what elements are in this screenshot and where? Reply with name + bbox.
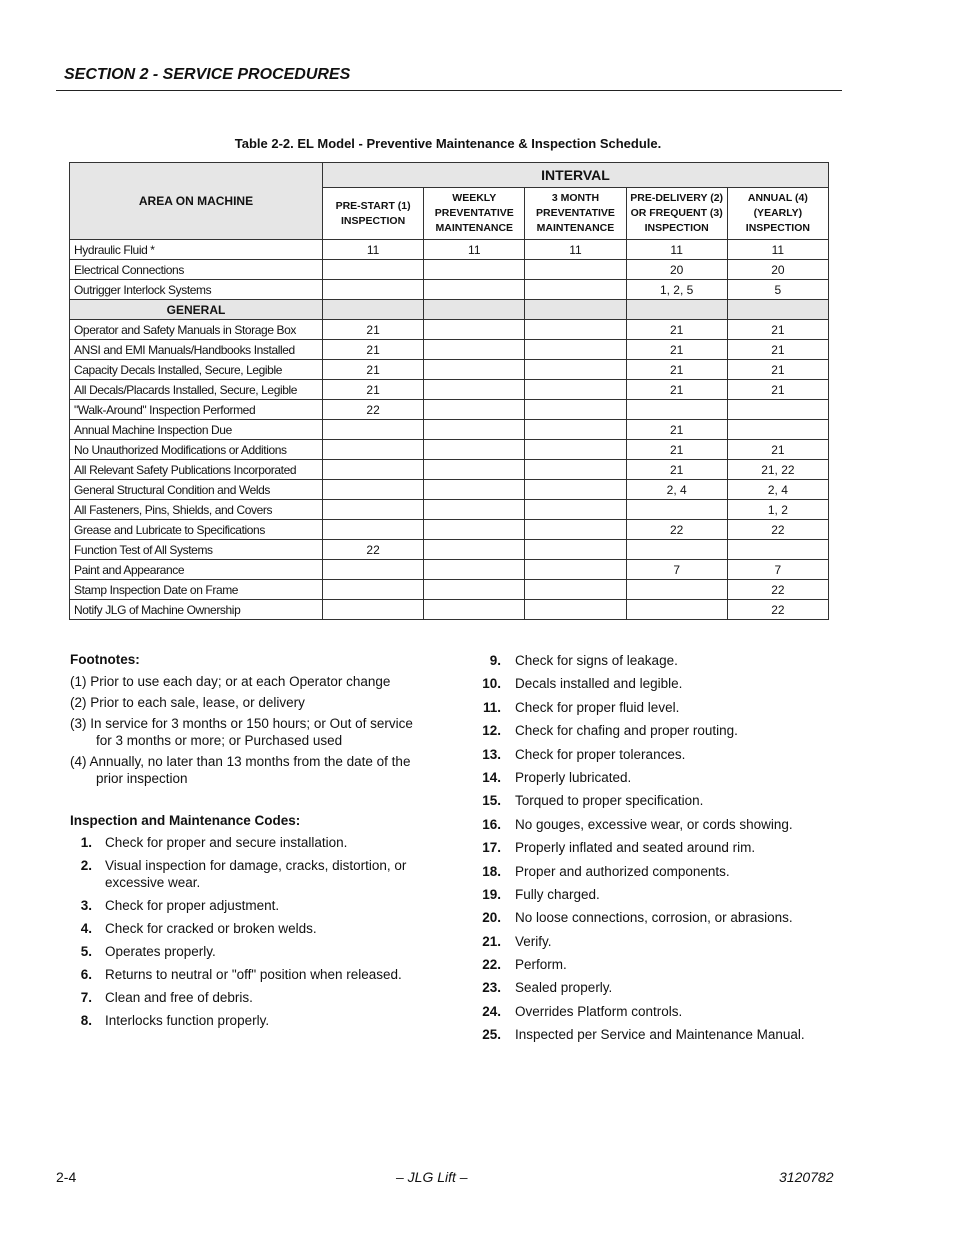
row-value: 20 xyxy=(727,260,828,280)
code-text: Returns to neutral or "off" position when released. xyxy=(105,967,402,982)
footnote-line: (1) Prior to use each day; or at each Operator change xyxy=(70,674,391,689)
row-value xyxy=(424,440,525,460)
code-text: Sealed properly. xyxy=(515,980,613,996)
code-item xyxy=(70,1012,434,1029)
row-label: All Relevant Safety Publications Incorporated xyxy=(70,460,323,480)
row-value: 21 xyxy=(626,460,727,480)
column-header-line: WEEKLY xyxy=(452,192,497,205)
row-value xyxy=(323,300,424,320)
code-number: 18. xyxy=(482,863,501,879)
row-value: 21 xyxy=(626,380,727,400)
code-text: Overrides Platform controls. xyxy=(515,1003,683,1019)
row-value: 21 xyxy=(323,340,424,360)
row-value xyxy=(323,420,424,440)
code-number: 2. xyxy=(80,858,92,873)
code-item xyxy=(481,699,831,716)
code-number: 19. xyxy=(482,886,501,902)
row-label: Grease and Lubricate to Specifications xyxy=(70,520,323,540)
row-value xyxy=(424,580,525,600)
code-text: Interlocks function properly. xyxy=(105,1013,270,1028)
code-text: Torqued to proper specification. xyxy=(515,793,704,809)
column-header-line: PREVENTATIVE xyxy=(535,207,615,220)
row-value xyxy=(727,540,828,560)
table-row xyxy=(70,520,829,540)
row-value: 21 xyxy=(626,440,727,460)
column-header-line: MAINTENANCE xyxy=(536,222,615,235)
table-row xyxy=(70,560,829,580)
code-item xyxy=(481,956,831,973)
maintenance-schedule-table xyxy=(69,162,829,620)
table-row xyxy=(70,600,829,620)
code-item xyxy=(70,966,434,983)
table-body xyxy=(70,240,829,620)
code-item xyxy=(481,933,831,950)
row-value: 21 xyxy=(626,420,727,440)
row-value xyxy=(525,320,626,340)
column-header-line: PREVENTATIVE xyxy=(434,207,514,220)
code-item xyxy=(481,839,831,856)
column-header-line: PRE-START (1) xyxy=(335,199,411,212)
row-value xyxy=(424,340,525,360)
row-label: General Structural Condition and Welds xyxy=(70,480,323,500)
row-value xyxy=(424,420,525,440)
row-value xyxy=(525,600,626,620)
code-item xyxy=(70,897,434,914)
section-title: SECTION 2 - SERVICE PROCEDURES xyxy=(64,66,351,83)
footnote-line: (3) In service for 3 months or 150 hours; or Out of service xyxy=(70,716,413,731)
row-value: 21, 22 xyxy=(727,460,828,480)
row-value xyxy=(525,540,626,560)
row-value: 20 xyxy=(626,260,727,280)
code-item xyxy=(481,1026,831,1043)
table-row xyxy=(70,280,829,300)
row-label: Electrical Connections xyxy=(70,260,323,280)
row-value: 22 xyxy=(727,580,828,600)
row-label: ANSI and EMI Manuals/Handbooks Installed xyxy=(70,340,323,360)
row-label: Capacity Decals Installed, Secure, Legible xyxy=(70,360,323,380)
table-row xyxy=(70,440,829,460)
column-header-line: PRE-DELIVERY (2) xyxy=(630,192,724,205)
code-text: Inspected per Service and Maintenance Manual. xyxy=(515,1027,805,1043)
code-item xyxy=(481,652,831,669)
left-column xyxy=(70,652,434,1035)
footnote xyxy=(70,753,434,787)
row-value xyxy=(323,500,424,520)
row-value xyxy=(727,420,828,440)
row-value xyxy=(525,400,626,420)
code-item xyxy=(481,675,831,692)
table-row xyxy=(70,340,829,360)
code-text: Fully charged. xyxy=(515,886,600,902)
code-text: Check for proper adjustment. xyxy=(105,898,280,913)
row-value xyxy=(525,280,626,300)
code-text: Check for proper tolerances. xyxy=(515,746,686,762)
row-value xyxy=(525,560,626,580)
code-number: 25. xyxy=(482,1027,501,1043)
code-number: 16. xyxy=(482,816,501,832)
code-item xyxy=(481,863,831,880)
row-value xyxy=(424,480,525,500)
footnotes-heading: Footnotes: xyxy=(70,652,140,667)
area-header: AREA ON MACHINE xyxy=(70,163,323,240)
code-item xyxy=(481,746,831,763)
row-label: Function Test of All Systems xyxy=(70,540,323,560)
row-value xyxy=(323,560,424,580)
row-value xyxy=(323,260,424,280)
code-number: 1. xyxy=(80,835,92,850)
footnote xyxy=(70,715,434,749)
code-number: 6. xyxy=(80,967,92,982)
code-number: 12. xyxy=(482,723,501,739)
code-number: 3. xyxy=(80,898,92,913)
footnote xyxy=(70,673,434,690)
row-label: Paint and Appearance xyxy=(70,560,323,580)
code-number: 8. xyxy=(80,1013,92,1028)
row-value xyxy=(525,380,626,400)
footer-doc-number: 3120782 xyxy=(779,1169,834,1185)
code-item xyxy=(481,979,831,996)
row-value xyxy=(424,280,525,300)
row-value: 22 xyxy=(323,540,424,560)
footnote-line: prior inspection xyxy=(96,771,188,786)
column-header-line: ANNUAL (4) xyxy=(747,192,808,205)
row-value: 2, 4 xyxy=(727,480,828,500)
row-label: Notify JLG of Machine Ownership xyxy=(70,600,323,620)
table-row xyxy=(70,580,829,600)
table-row xyxy=(70,380,829,400)
code-text: Decals installed and legible. xyxy=(515,676,683,692)
row-value xyxy=(525,300,626,320)
code-number: 13. xyxy=(482,746,501,762)
code-text: Operates properly. xyxy=(105,944,216,959)
row-value xyxy=(323,520,424,540)
section-header xyxy=(56,64,842,91)
row-label: Outrigger Interlock Systems xyxy=(70,280,323,300)
table-row xyxy=(70,480,829,500)
code-item xyxy=(481,769,831,786)
table-row xyxy=(70,320,829,340)
code-number: 5. xyxy=(80,944,92,959)
code-text: Properly inflated and seated around rim. xyxy=(515,840,756,856)
row-value xyxy=(525,480,626,500)
table-row xyxy=(70,360,829,380)
row-value xyxy=(424,300,525,320)
row-value xyxy=(323,480,424,500)
table-row xyxy=(70,420,829,440)
row-label: All Decals/Placards Installed, Secure, Legible xyxy=(70,380,323,400)
row-label: Annual Machine Inspection Due xyxy=(70,420,323,440)
column-header xyxy=(323,188,424,240)
row-value xyxy=(323,460,424,480)
code-item xyxy=(481,816,831,833)
table-row xyxy=(70,500,829,520)
row-value: 22 xyxy=(727,600,828,620)
row-value xyxy=(424,360,525,380)
row-value xyxy=(424,380,525,400)
row-label: "Walk-Around" Inspection Performed xyxy=(70,400,323,420)
row-value xyxy=(525,520,626,540)
row-value: 7 xyxy=(727,560,828,580)
row-value: 22 xyxy=(626,520,727,540)
row-value: 1, 2, 5 xyxy=(626,280,727,300)
row-value xyxy=(626,540,727,560)
footer-center: – JLG Lift – xyxy=(396,1169,468,1185)
row-value: 22 xyxy=(727,520,828,540)
code-text: Perform. xyxy=(515,957,567,973)
code-number: 23. xyxy=(482,980,501,996)
code-text: Verify. xyxy=(515,933,552,949)
code-number: 22. xyxy=(482,957,501,973)
table-section-row xyxy=(70,300,829,320)
row-label: Stamp Inspection Date on Frame xyxy=(70,580,323,600)
code-number: 9. xyxy=(489,653,501,668)
row-value xyxy=(424,600,525,620)
interval-header: INTERVAL xyxy=(323,163,829,188)
column-header-line: (YEARLY) xyxy=(753,207,803,220)
row-value xyxy=(424,260,525,280)
codes-list-right xyxy=(481,652,831,1043)
row-value xyxy=(626,600,727,620)
row-label: All Fasteners, Pins, Shields, and Covers xyxy=(70,500,323,520)
code-number: 7. xyxy=(80,990,92,1005)
code-item xyxy=(70,834,434,851)
footnote xyxy=(70,694,434,711)
code-number: 15. xyxy=(482,793,501,809)
table-row xyxy=(70,540,829,560)
row-value: 21 xyxy=(323,360,424,380)
code-text: Check for proper fluid level. xyxy=(515,699,680,715)
table-row xyxy=(70,460,829,480)
row-value: 22 xyxy=(323,400,424,420)
code-item xyxy=(481,792,831,809)
row-value xyxy=(424,540,525,560)
row-value xyxy=(626,500,727,520)
row-value xyxy=(525,460,626,480)
row-label: No Unauthorized Modifications or Additions xyxy=(70,440,323,460)
column-header-line: 3 MONTH xyxy=(551,192,600,205)
row-value xyxy=(626,580,727,600)
row-value: 21 xyxy=(626,340,727,360)
codes-heading: Inspection and Maintenance Codes: xyxy=(70,813,301,828)
row-label: GENERAL xyxy=(70,300,323,320)
row-value: 11 xyxy=(727,240,828,260)
row-value: 21 xyxy=(727,360,828,380)
row-value xyxy=(424,520,525,540)
code-text: Visual inspection for damage, cracks, distortion, or excessive wear. xyxy=(105,858,407,890)
code-text: Check for signs of leakage. xyxy=(515,653,678,668)
column-header xyxy=(727,188,828,240)
code-number: 24. xyxy=(482,1003,501,1019)
table-row xyxy=(70,260,829,280)
row-value xyxy=(727,400,828,420)
row-value: 21 xyxy=(727,380,828,400)
column-header-line: INSPECTION xyxy=(644,222,709,235)
row-value: 2, 4 xyxy=(626,480,727,500)
code-text: Check for chafing and proper routing. xyxy=(515,723,738,739)
footer-page-number: 2-4 xyxy=(56,1169,77,1185)
row-value xyxy=(323,440,424,460)
code-number: 20. xyxy=(482,910,501,926)
column-header xyxy=(626,188,727,240)
footnote-line: for 3 months or more; or Purchased used xyxy=(96,733,343,748)
row-value xyxy=(424,400,525,420)
row-value xyxy=(525,500,626,520)
code-item xyxy=(70,989,434,1006)
code-number: 4. xyxy=(80,921,92,936)
row-value xyxy=(525,340,626,360)
right-column xyxy=(481,652,831,1050)
row-value xyxy=(424,460,525,480)
row-value xyxy=(525,360,626,380)
row-value: 7 xyxy=(626,560,727,580)
row-value xyxy=(525,260,626,280)
code-text: Check for cracked or broken welds. xyxy=(105,921,317,936)
row-value: 21 xyxy=(323,380,424,400)
row-value xyxy=(525,420,626,440)
code-text: Clean and free of debris. xyxy=(105,990,253,1005)
row-value: 21 xyxy=(727,340,828,360)
row-value: 21 xyxy=(323,320,424,340)
code-text: Proper and authorized components. xyxy=(515,863,730,879)
row-value xyxy=(424,560,525,580)
row-value xyxy=(323,280,424,300)
code-number: 10. xyxy=(482,676,501,692)
row-value: 1, 2 xyxy=(727,500,828,520)
row-value: 11 xyxy=(424,240,525,260)
code-item xyxy=(481,722,831,739)
code-number: 17. xyxy=(482,840,501,856)
row-value: 21 xyxy=(626,320,727,340)
footnote-line: (2) Prior to each sale, lease, or delivery xyxy=(70,695,305,710)
row-value: 21 xyxy=(727,440,828,460)
column-header-line: INSPECTION xyxy=(341,214,406,227)
row-value xyxy=(525,580,626,600)
code-text: Properly lubricated. xyxy=(515,769,632,785)
code-number: 14. xyxy=(482,769,501,785)
row-value xyxy=(525,440,626,460)
row-label: Operator and Safety Manuals in Storage Box xyxy=(70,320,323,340)
row-value xyxy=(626,300,727,320)
code-text: No gouges, excessive wear, or cords showing. xyxy=(515,816,793,832)
code-text: Check for proper and secure installation. xyxy=(105,835,348,850)
codes-list-left xyxy=(70,834,434,1029)
code-number: 11. xyxy=(482,699,501,715)
table-row xyxy=(70,400,829,420)
column-header-line: OR FREQUENT (3) xyxy=(630,207,723,220)
code-item xyxy=(70,920,434,937)
footnotes-list xyxy=(70,673,434,787)
column-header xyxy=(525,188,626,240)
row-value xyxy=(626,400,727,420)
row-value: 5 xyxy=(727,280,828,300)
code-text: No loose connections, corrosion, or abrasions. xyxy=(515,910,793,926)
code-item xyxy=(481,886,831,903)
column-header-line: INSPECTION xyxy=(745,222,810,235)
row-value: 11 xyxy=(626,240,727,260)
table-row xyxy=(70,240,829,260)
row-value: 21 xyxy=(626,360,727,380)
code-item xyxy=(481,909,831,926)
code-number: 21. xyxy=(482,933,501,949)
code-item xyxy=(70,943,434,960)
table-title: Table 2-2. EL Model - Preventive Maintenance & Inspection Schedule. xyxy=(234,136,662,151)
row-value xyxy=(323,600,424,620)
row-value xyxy=(424,500,525,520)
row-value: 11 xyxy=(525,240,626,260)
code-item xyxy=(481,1003,831,1020)
column-header xyxy=(424,188,525,240)
column-header-line: MAINTENANCE xyxy=(435,222,514,235)
row-value xyxy=(727,300,828,320)
row-value xyxy=(323,580,424,600)
row-value xyxy=(424,320,525,340)
code-item xyxy=(70,857,434,891)
row-value: 21 xyxy=(727,320,828,340)
row-value: 11 xyxy=(323,240,424,260)
row-label: Hydraulic Fluid * xyxy=(70,240,323,260)
footnote-line: (4) Annually, no later than 13 months from the date of the xyxy=(70,754,411,769)
